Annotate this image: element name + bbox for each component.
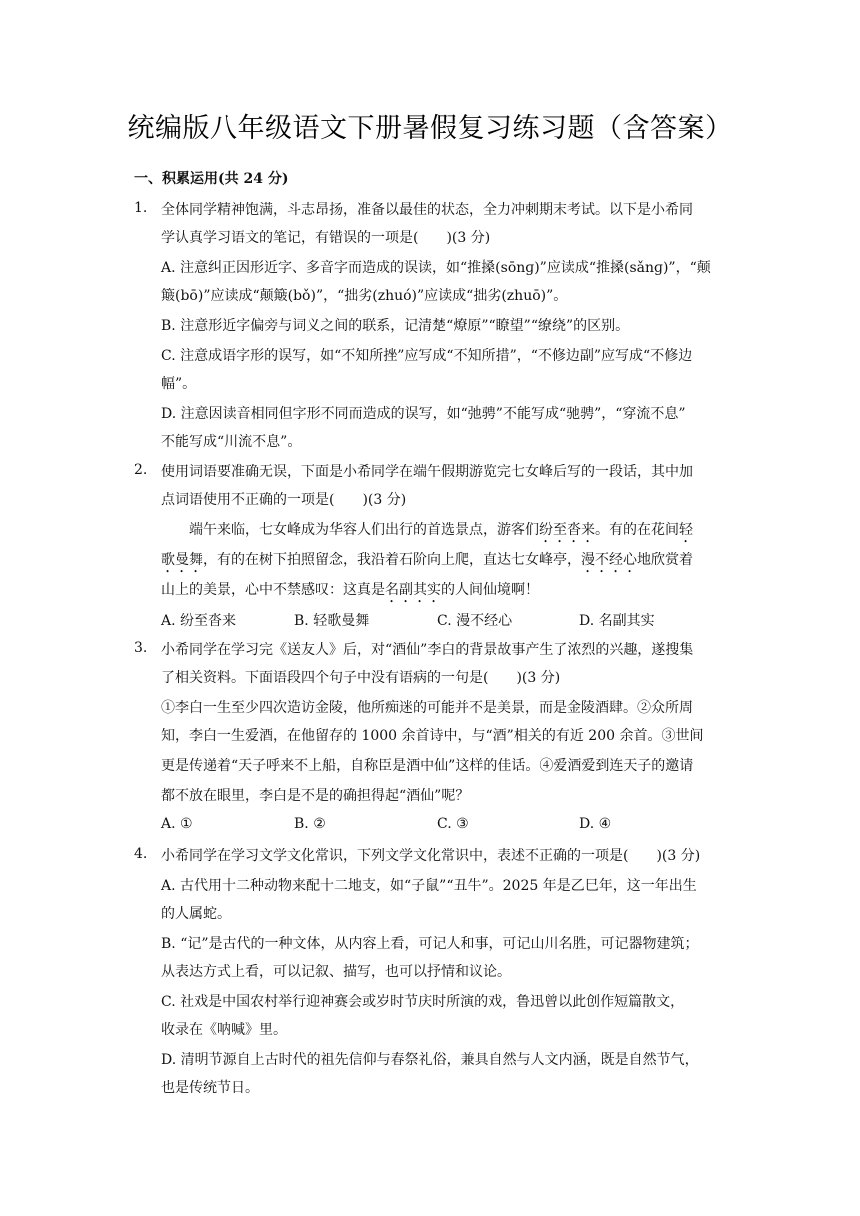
question-number: 3. xyxy=(134,640,148,656)
option-a: 的人属蛇。 xyxy=(161,906,231,922)
option-d: D. 清明节源自上古时代的祖先信仰与春祭礼俗，兼具自然与人文内涵，既是自然节气， xyxy=(161,1052,699,1068)
option-a: A. 纷至沓来 xyxy=(161,613,237,629)
option-b: B. 注意形近字偏旁与词义之间的联系，记清楚“燎原”“瞭望”“缭绕”的区别。 xyxy=(161,318,630,334)
option-a: A. ① xyxy=(161,816,193,832)
passage-line: 歌曼舞，有的在树下拍照留念，我沿着石阶向上爬，直达七女峰亭，漫不经心地欣赏着 xyxy=(161,552,693,568)
option-c: C. ③ xyxy=(437,816,469,832)
page-title: 统编版八年级语文下册暑假复习练习题（含答案） xyxy=(127,113,733,144)
option-b: B. 轻歌曼舞 xyxy=(294,613,370,629)
question-text: 学认真学习语文的笔记，有错误的一项是( )(3 分) xyxy=(161,230,491,246)
option-b: 从表达方式上看，可以记叙、描写，也可以抒情和议论。 xyxy=(161,964,511,980)
passage-line: 更是传递着“天子呼来不上船，自称臣是酒中仙”这样的佳话。④爱酒爱到连天子的邀请 xyxy=(161,758,694,774)
question-number: 2. xyxy=(134,462,148,478)
question-number: 1. xyxy=(134,200,148,216)
option-c: 收录在《呐喊》里。 xyxy=(161,1022,287,1038)
option-a: 簸(bō)”应读成“颠簸(bǒ)”，“拙劣(zhuó)”应读成“拙劣(zhuō)”。 xyxy=(161,288,568,304)
option-a: A. 古代用十二种动物来配十二地支，如“子鼠”“丑牛”。2025 年是乙巳年，这一年出生 xyxy=(161,878,697,894)
dotted-term: 漫不经心 xyxy=(581,552,637,568)
option-d: D. ④ xyxy=(579,816,612,832)
question-text: 使用词语要准确无误，下面是小希同学在端午假期游览完七女峰后写的一段话，其中加 xyxy=(161,464,693,480)
option-c: C. 漫不经心 xyxy=(437,613,513,629)
option-d: 也是传统节日。 xyxy=(161,1080,259,1096)
passage-line: 山上的美景，心中不禁感叹：这真是名副其实的人间仙境啊！ xyxy=(161,582,539,598)
question-number: 4. xyxy=(134,846,148,862)
option-b: B. ② xyxy=(294,816,326,832)
option-a: A. 注意纠正因形近字、多音字而造成的误读，如“推搡(sōnɡ)”应读成“推搡(sǎnɡ)”，“颠 xyxy=(161,260,711,276)
passage-line: ①李白一生至少四次造访金陵，他所痴迷的可能并不是美景，而是金陵酒肆。②众所周 xyxy=(161,700,693,716)
option-d: 不能写成“川流不息”。 xyxy=(161,434,302,450)
option-d: D. 名副其实 xyxy=(579,613,655,629)
dotted-term: 轻 xyxy=(679,522,693,538)
question-text: 小希同学在学习文学文化常识，下列文学文化常识中，表述不正确的一项是( )(3 分) xyxy=(161,848,701,864)
passage-line: 知，李白一生爱酒，在他留存的 1000 余首诗中，与“酒”相关的有近 200 余首。③世间 xyxy=(161,728,704,744)
option-c: C. 注意成语字形的误写，如“不知所挫”应写成“不知所措”，“不修边副”应写成“不修边 xyxy=(161,348,693,364)
option-d: D. 注意因读音相同但字形不同而造成的误写，如“弛骋”不能写成“驰骋”，“穿流不息” xyxy=(161,406,686,422)
question-text: 了相关资料。下面语段四个句子中没有语病的一句是( )(3 分) xyxy=(161,670,561,686)
question-text: 小希同学在学习完《送友人》后，对“酒仙”李白的背景故事产生了浓烈的兴趣，遂搜集 xyxy=(161,642,694,658)
question-text: 全体同学精神饱满，斗志昂扬，准备以最佳的状态，全力冲刺期末考试。以下是小希同 xyxy=(161,202,693,218)
section-heading: 一、积累运用(共 24 分) xyxy=(134,171,289,187)
question-text: 点词语使用不正确的一项是( )(3 分) xyxy=(161,492,407,508)
passage-line: 都不放在眼里，李白是不是的确担得起“酒仙”呢？ xyxy=(161,788,470,804)
dotted-term: 名副其实 xyxy=(385,582,441,598)
dotted-term: 歌曼舞 xyxy=(161,552,203,568)
option-b: B. “记”是古代的一种文体，从内容上看，可记人和事，可记山川名胜，可记器物建筑； xyxy=(161,936,699,952)
option-c: 幅”。 xyxy=(161,376,197,392)
dotted-term: 纷至沓来 xyxy=(539,522,595,538)
passage-line: 端午来临，七女峰成为华容人们出行的首选景点，游客们纷至沓来。有的在花间轻 xyxy=(189,522,693,538)
option-c: C. 社戏是中国农村举行迎神赛会或岁时节庆时所演的戏，鲁迅曾以此创作短篇散文， xyxy=(161,994,685,1010)
